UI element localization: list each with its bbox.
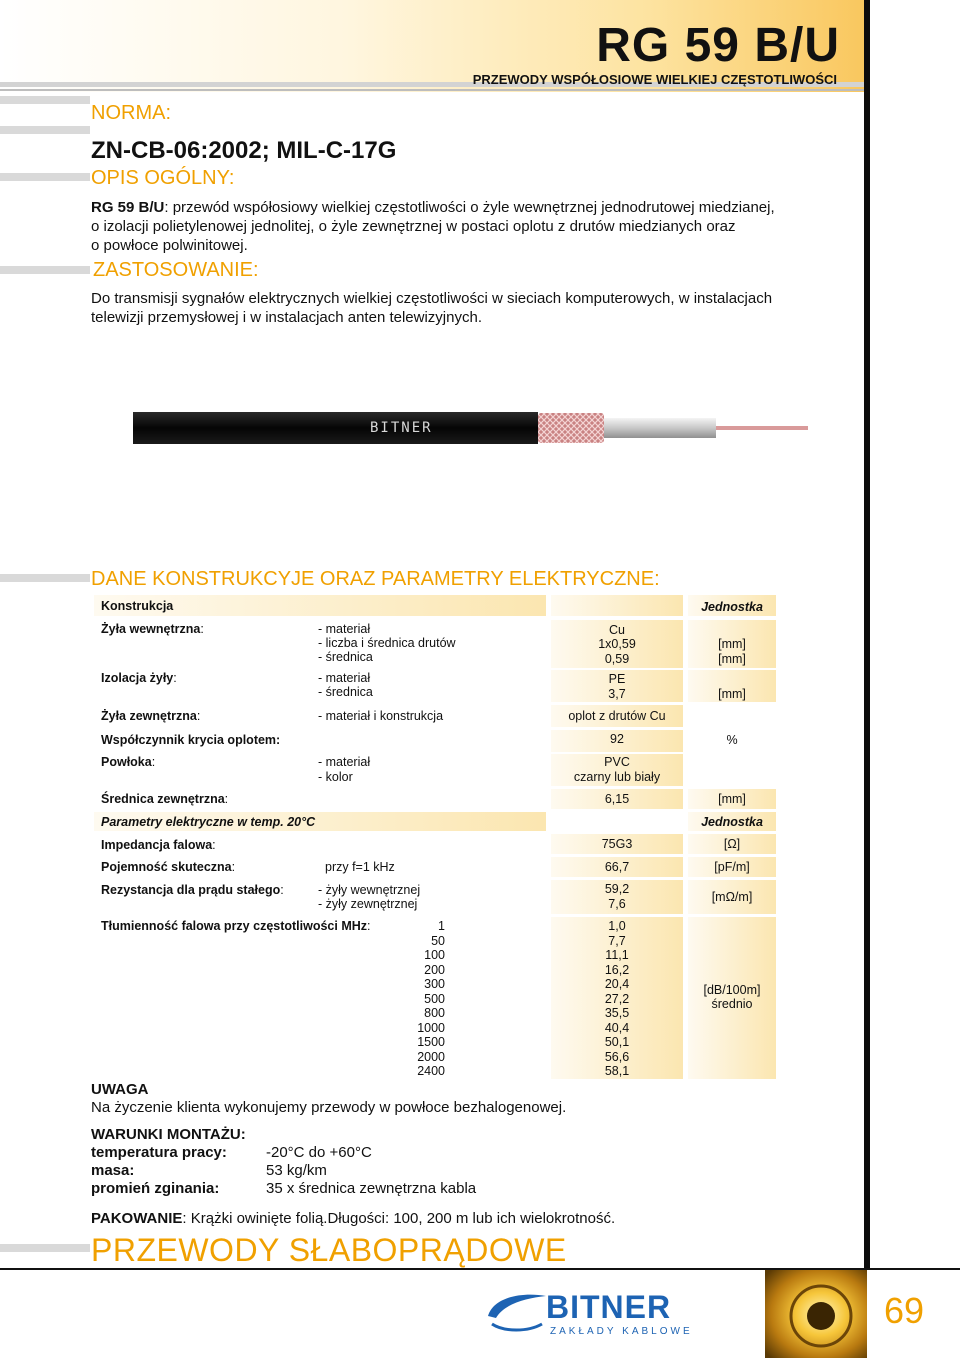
- srednica-label: Średnica zewnętrzna:: [101, 792, 229, 806]
- warunki-values: [266, 1144, 476, 1198]
- warunki-labels: [91, 1144, 227, 1198]
- tlumiennosc-val: 1,0: [608, 919, 626, 933]
- cable-braid: [538, 413, 604, 443]
- rezystancja-val: 59,2: [604, 882, 630, 896]
- zyla-wew-label: Żyła wewnętrzna:: [101, 622, 204, 636]
- tlumiennosc-label-text: Tłumienność falowa przy częstotliwości MHz: [101, 919, 368, 933]
- wspolczynnik-unit: %: [726, 733, 738, 747]
- pakowanie-label: PAKOWANIE: [91, 1210, 183, 1227]
- tlumiennosc-unit: średnio: [711, 997, 753, 1011]
- powloka-val: czarny lub biały: [573, 770, 661, 784]
- section-bar: [0, 574, 90, 582]
- tlumiennosc-freq: 2000: [417, 1049, 445, 1064]
- zyla-wew-unit: [mm]: [718, 637, 746, 651]
- warunki-label: promień zginania:: [91, 1180, 220, 1197]
- tlumiennosc-val: 58,1: [604, 1064, 630, 1078]
- izolacja-val: PE: [608, 672, 626, 686]
- rezystancja-sub: - żyły zewnętrznej: [318, 897, 418, 911]
- zyla-zew-label: Żyła zewnętrzna:: [101, 709, 201, 723]
- jednostka-header: Jednostka: [701, 815, 763, 829]
- tlumiennosc-freq: 800: [424, 1006, 445, 1020]
- logo-subtext: ZAKŁADY KABLOWE: [550, 1326, 693, 1337]
- zyla-wew-val: 1x0,59: [598, 637, 636, 651]
- pakowanie: [91, 1210, 615, 1227]
- opis-line: o powłoce polwinitowej.: [91, 237, 248, 254]
- warunki-value: 35 x średnica zewnętrzna kabla: [266, 1180, 477, 1197]
- warunki-label: temperatura pracy:: [91, 1144, 227, 1161]
- tlumiennosc-freq: 300: [424, 977, 445, 991]
- powloka-val: PVC: [604, 755, 630, 769]
- dane-heading: DANE KONSTRUKCYJE ORAZ PARAMETRY ELEKTRYCZNE:: [91, 568, 660, 590]
- izolacja-label: Izolacja żyły:: [101, 671, 177, 685]
- page-subtitle: PRZEWODY WSPÓŁOSIOWE WIELKIEJ CZĘSTOTLIWOŚCI: [472, 72, 837, 87]
- pojemnosc-label: Pojemność skuteczna:: [101, 860, 236, 874]
- tlumiennosc-label: Tłumienność falowa przy częstotliwości MHz:: [101, 919, 371, 933]
- izolacja-sub: - materiał: [318, 671, 371, 685]
- tlumiennosc-val: 20,4: [604, 977, 630, 991]
- powloka-label-text: Powłoka: [101, 755, 152, 769]
- opis-text: [91, 198, 851, 255]
- tlumiennosc-val: 16,2: [604, 962, 630, 977]
- section-bar: [0, 173, 90, 181]
- opis-lead: RG 59 B/U: [91, 199, 165, 216]
- logo-swoosh-icon: [492, 1324, 542, 1330]
- warunki-heading: WARUNKI MONTAŻU:: [91, 1126, 246, 1143]
- powloka-sub: - materiał: [318, 755, 371, 769]
- tlumiennosc-freq: 1000: [417, 1020, 445, 1035]
- zastosowanie-line: telewizji przemysłowej i w instalacjach anten telewizyjnych.: [91, 309, 482, 326]
- tlumiennosc-val: 7,7: [608, 933, 626, 948]
- norma-heading: NORMA:: [91, 102, 171, 124]
- zastosowanie-line: Do transmisji sygnałów elektrycznych wielkiej częstotliwości w sieciach komputerowych, w instalacjach: [91, 290, 773, 307]
- tlumiennosc-freq: 2400: [417, 1064, 445, 1078]
- powloka-sub: - kolor: [318, 770, 353, 784]
- pakowanie-text: : Krążki owinięte folią.Długości: 100, 200 m lub ich wielokrotność.: [182, 1210, 616, 1227]
- izolacja-val: 3,7: [608, 687, 626, 701]
- impedancja-label-text: Impedancja falowa: [101, 838, 213, 852]
- tlumiennosc-freq: 200: [424, 962, 445, 977]
- opis-line: : przewód współosiowy wielkiej częstotliwości o żyle wewnętrznej jednodrutowej miedzianej,: [164, 199, 775, 216]
- tlumiennosc-freqs: [400, 919, 445, 1079]
- pojemnosc-unit: [pF/m]: [714, 860, 750, 874]
- zastosowanie-text: [91, 289, 851, 327]
- logo-swoosh-icon: [488, 1295, 546, 1318]
- tlumiennosc-val: 40,4: [604, 1020, 630, 1035]
- page-number: 69: [884, 1290, 925, 1331]
- tlumiennosc-val: 11,1: [605, 948, 629, 962]
- zastosowanie-heading: ZASTOSOWANIE:: [93, 259, 259, 281]
- warunki-value: -20°C do +60°C: [266, 1144, 372, 1161]
- section-bar: [0, 96, 90, 104]
- rezystancja-label-text: Rezystancja dla prądu stałego: [101, 883, 281, 897]
- powloka-label: Powłoka:: [101, 755, 156, 769]
- wspolczynnik-val: 92: [610, 732, 624, 746]
- izolacja-sub: - średnica: [318, 685, 373, 699]
- opis-line: o izolacji polietylenowej jednolitej, o żyle zewnętrznej w postaci oplotu z drutów miedzianych oraz: [91, 218, 736, 235]
- tlumiennosc-freq: 1500: [417, 1035, 445, 1049]
- page-title: RG 59 B/U: [596, 19, 840, 72]
- tlumiennosc-val: 50,1: [604, 1035, 630, 1049]
- zyla-wew-sub: - liczba i średnica drutów: [318, 636, 456, 650]
- impedancja-val: 75G3: [601, 837, 633, 851]
- impedancja-unit: [Ω]: [723, 837, 741, 851]
- pojemnosc-cond: przy f=1 kHz: [325, 860, 395, 874]
- cable-photo: [130, 408, 810, 448]
- bitner-logo: [484, 1282, 714, 1338]
- zyla-zew-label-text: Żyła zewnętrzna: [101, 709, 197, 723]
- section-bar: [0, 1244, 90, 1252]
- izolacja-unit: [mm]: [718, 687, 746, 701]
- pojemnosc-label-text: Pojemność skuteczna: [101, 860, 232, 874]
- header-divider-thin: [0, 89, 866, 91]
- tlumiennosc-val: 27,2: [604, 991, 630, 1006]
- tlumiennosc-freq: 500: [424, 991, 445, 1006]
- cable-jacket: [133, 412, 538, 444]
- rezystancja-label: Rezystancja dla prądu stałego:: [101, 883, 284, 897]
- cable-core: [716, 426, 808, 430]
- warunki-value: 53 kg/km: [266, 1162, 327, 1179]
- zyla-zew-val: oplot z drutów Cu: [568, 709, 666, 723]
- page-vertical-rule: [864, 0, 870, 1268]
- table-header-bg: [551, 595, 683, 616]
- impedancja-label: Impedancja falowa:: [101, 838, 216, 852]
- rezystancja-unit: [mΩ/m]: [711, 890, 753, 904]
- section-bar: [0, 126, 90, 134]
- zyla-wew-val: 0,59: [604, 652, 630, 666]
- cable-print: BITNER: [370, 420, 433, 436]
- pojemnosc-val: 66,7: [604, 860, 630, 874]
- tlumiennosc-vals: [551, 919, 683, 1079]
- srednica-unit: [mm]: [718, 792, 746, 806]
- tlumiennosc-unit: [dB/100m]: [703, 983, 761, 997]
- logo-text: BITNER: [546, 1289, 672, 1325]
- footer-section-title: PRZEWODY SŁABOPRĄDOWE: [91, 1232, 567, 1268]
- zyla-wew-val: Cu: [609, 623, 625, 637]
- zyla-wew-sub: - średnica: [318, 650, 373, 664]
- norma-value: ZN-CB-06:2002; MIL-C-17G: [91, 137, 397, 164]
- cable-insulation: [604, 418, 716, 438]
- zyla-wew-unit: [mm]: [718, 652, 746, 666]
- zyla-wew-sub: - materiał: [318, 622, 371, 636]
- section-bar: [0, 266, 90, 274]
- uwaga-text: Na życzenie klienta wykonujemy przewody w powłoce bezhalogenowej.: [91, 1099, 567, 1116]
- tlumiennosc-val: 35,5: [604, 1006, 630, 1020]
- rezystancja-val: 7,6: [608, 897, 626, 911]
- srednica-label-text: Średnica zewnętrzna: [101, 792, 225, 806]
- warunki-label: masa:: [91, 1162, 135, 1179]
- parametry-header: Parametry elektryczne w temp. 20°C: [101, 815, 316, 829]
- tlumiennosc-freq: 1: [438, 919, 445, 933]
- srednica-val: 6,15: [604, 792, 630, 806]
- opis-heading: OPIS OGÓLNY:: [91, 167, 235, 189]
- uwaga-heading: UWAGA: [91, 1081, 149, 1098]
- tlumiennosc-freq: 50: [431, 933, 445, 948]
- izolacja-label-text: Izolacja żyły: [101, 671, 174, 685]
- cable-reel-photo: [765, 1270, 867, 1358]
- wspolczynnik-label: Współczynnik krycia oplotem:: [101, 733, 281, 747]
- konstrukcja-header: Konstrukcja: [101, 599, 174, 613]
- tlumiennosc-freq: 100: [424, 948, 445, 962]
- zyla-wew-label-text: Żyła wewnętrzna: [101, 622, 201, 636]
- zyla-zew-sub: - materiał i konstrukcja: [318, 709, 444, 723]
- tlumiennosc-val: 56,6: [604, 1049, 630, 1064]
- rezystancja-sub: - żyły wewnętrznej: [318, 883, 421, 897]
- jednostka-header: Jednostka: [701, 600, 763, 614]
